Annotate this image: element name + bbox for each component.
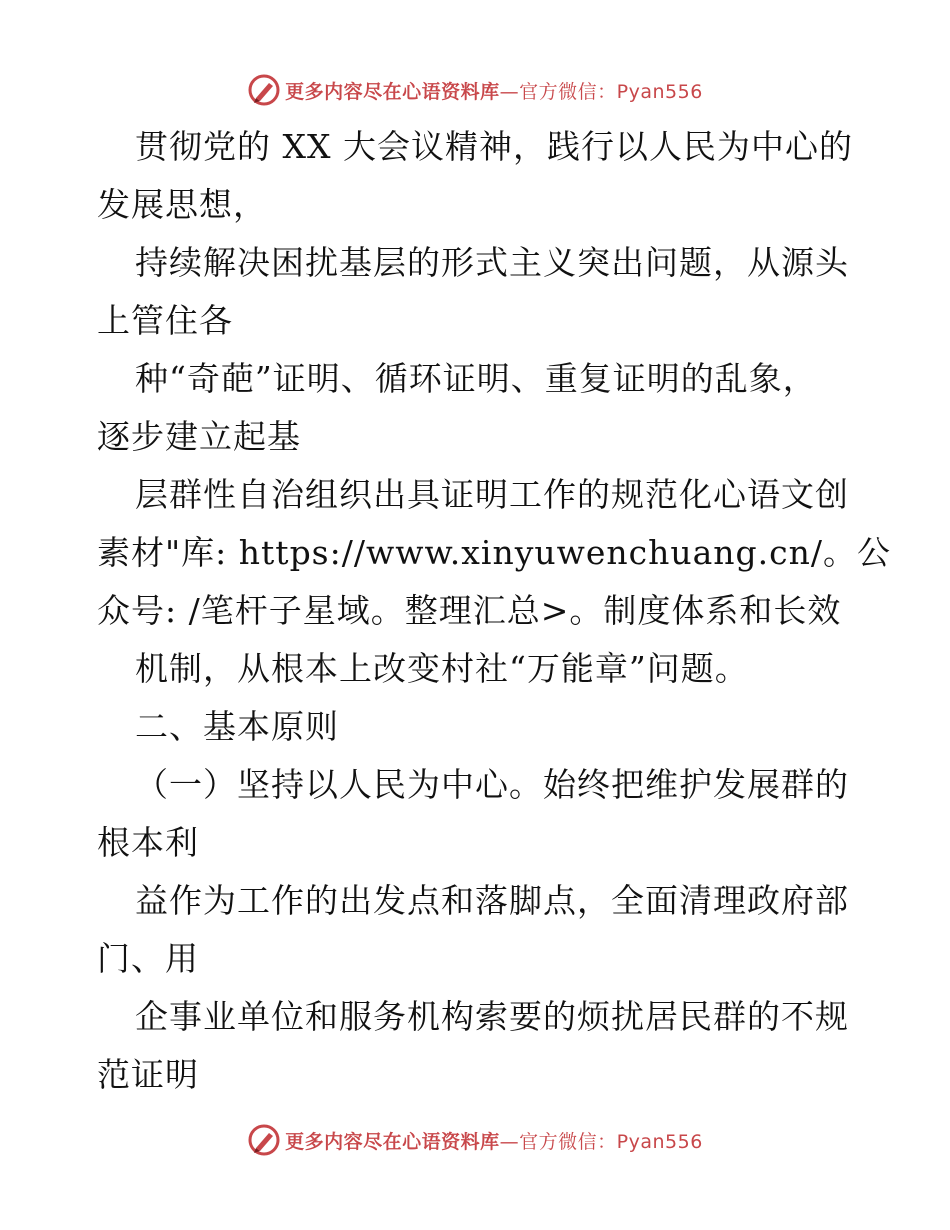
- text-line: 范证明: [97, 1055, 199, 1094]
- document-body: [97, 118, 892, 1104]
- footer-watermark: [0, 1120, 950, 1160]
- watermark-contact: 官方微信：Pyan556: [519, 1130, 703, 1153]
- watermark-separator: —: [499, 1130, 520, 1153]
- header-watermark: [0, 70, 950, 110]
- watermark-text: [285, 1127, 703, 1154]
- text-line: 逐步建立起基: [97, 417, 301, 456]
- text-line: 众号: /笔杆子星域。整理汇总>。制度体系和长效: [97, 591, 842, 630]
- text-line: 益作为工作的出发点和落脚点，全面清理政府部: [135, 881, 849, 920]
- text-line: 企事业单位和服务机构索要的烦扰居民群的不规: [135, 997, 849, 1036]
- watermark-site: 更多内容尽在心语资料库: [285, 1130, 500, 1153]
- text-line: 机制，从根本上改变村社“万能章”问题。: [135, 649, 749, 688]
- text-line: （一）坚持以人民为中心。始终把维护发展群的: [135, 765, 849, 804]
- text-line: 根本利: [97, 823, 199, 862]
- text-line: 素材"库: https://www.xinyuwenchuang.cn/。公: [97, 533, 892, 572]
- text-line: 层群性自治组织出具证明工作的规范化心语文创: [135, 475, 849, 514]
- text-line: 种“奇葩”证明、循环证明、重复证明的乱象，: [135, 359, 817, 398]
- watermark-separator: —: [499, 80, 520, 103]
- text-line: 上管住各: [97, 301, 233, 340]
- watermark-contact: 官方微信：Pyan556: [519, 80, 703, 103]
- watermark-text: [285, 77, 703, 104]
- text-line: 持续解决困扰基层的形式主义突出问题，从源头: [135, 243, 849, 282]
- text-line: 发展思想，: [97, 185, 267, 224]
- text-line: 门、用: [97, 939, 199, 978]
- text-line: 二、基本原则: [135, 707, 339, 746]
- pen-circle-logo-icon: [247, 73, 281, 107]
- pen-circle-logo-icon: [247, 1123, 281, 1157]
- text-line: 贯彻党的 XX 大会议精神，践行以人民为中心的: [135, 127, 853, 166]
- watermark-site: 更多内容尽在心语资料库: [285, 80, 500, 103]
